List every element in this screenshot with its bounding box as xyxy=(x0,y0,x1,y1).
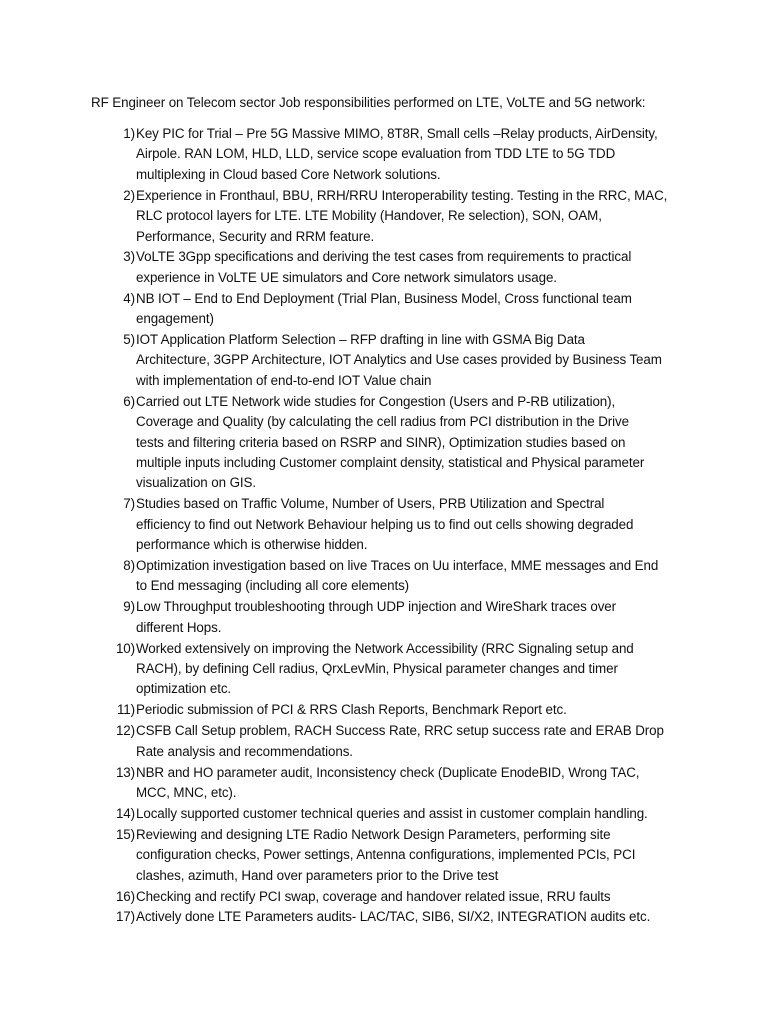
list-item-line: to End messaging (including all core elements) xyxy=(136,578,410,594)
list-item-number: 13) xyxy=(115,764,135,780)
list-item-text xyxy=(135,907,695,927)
list-item-line: Carried out LTE Network wide studies for Congestion (Users and P-RB utilization), xyxy=(136,393,616,409)
list-item xyxy=(95,494,695,555)
list-item-line: Worked extensively on improving the Network Accessibility (RRC Signaling setup and xyxy=(136,640,634,656)
list-item-number: 1) xyxy=(123,126,135,141)
list-item-text xyxy=(135,763,695,804)
list-item-line: engagement) xyxy=(136,311,214,327)
list-item-line: NB IOT – End to End Deployment (Trial Plan, Business Model, Cross functional team xyxy=(136,290,632,306)
list-item-line: performance which is otherwise hidden. xyxy=(136,537,368,553)
list-item xyxy=(95,289,695,330)
list-item-text xyxy=(135,247,695,288)
list-item-line: clashes, azimuth, Hand over parameters prior to the Drive test xyxy=(136,867,499,883)
list-item-number: 3) xyxy=(123,249,135,265)
document-heading: RF Engineer on Telecom sector Job responsibilities performed on LTE, VoLTE and 5G network: xyxy=(91,95,646,110)
list-item-line: Rate analysis and recommendations. xyxy=(136,743,353,759)
list-item-line: visualization on GIS. xyxy=(136,475,256,491)
list-item xyxy=(95,639,695,700)
list-item-line: Optimization investigation based on live Traces on Uu interface, MME messages and End xyxy=(136,558,659,574)
list-item-text xyxy=(135,124,695,185)
list-item-line: multiple inputs including Customer complaint density, statistical and Physical parameter xyxy=(136,455,645,470)
list-item xyxy=(95,887,695,907)
list-item-number: 12) xyxy=(115,723,135,739)
list-item-text xyxy=(135,804,695,824)
list-item-text xyxy=(135,330,695,391)
list-item-line: Airpole. RAN LOM, HLD, LLD, service scope evaluation from TDD LTE to 5G TDD xyxy=(136,146,616,162)
list-item xyxy=(95,556,695,597)
list-item-text xyxy=(135,721,695,762)
list-item-line: with implementation of end-to-end IOT Value chain xyxy=(136,372,432,388)
list-item-line: NBR and HO parameter audit, Inconsistency check (Duplicate EnodeBID, Wrong TAC, xyxy=(136,764,640,780)
list-item-line: multiplexing in Cloud based Core Network solutions. xyxy=(136,166,441,182)
list-item-line: different Hops. xyxy=(136,619,222,635)
list-item xyxy=(95,392,695,494)
list-item-line: CSFB Call Setup problem, RACH Success Rate, RRC setup success rate and ERAB Drop xyxy=(136,723,664,739)
list-item-line: VoLTE 3Gpp specifications and deriving the test cases from requirements to practical xyxy=(136,249,632,265)
list-item-line: optimization etc. xyxy=(136,681,232,697)
list-item-line: IOT Application Platform Selection – RFP drafting in line with GSMA Big Data xyxy=(136,332,585,348)
list-item-line: tests and filtering criteria based on RSRP and SINR), Optimization studies based on xyxy=(136,434,626,450)
list-item-line: Actively done LTE Parameters audits- LAC/TAC, SIB6, SI/X2, INTEGRATION audits etc. xyxy=(136,909,651,925)
list-item-line: MCC, MNC, etc). xyxy=(136,785,237,800)
list-item xyxy=(95,597,695,638)
list-item xyxy=(95,700,695,720)
list-item-number: 16) xyxy=(115,888,135,904)
list-item-number: 10) xyxy=(115,640,135,656)
list-item-text xyxy=(135,597,695,638)
list-item xyxy=(95,804,695,824)
list-item-line: Locally supported customer technical queries and assist in customer complain handling. xyxy=(136,805,648,821)
list-item-line: Checking and rectify PCI swap, coverage and handover related issue, RRU faults xyxy=(136,888,611,904)
list-item-line: Experience in Fronthaul, BBU, RRH/RRU Interoperability testing. Testing in the RRC, MAC, xyxy=(136,187,668,203)
list-item-text xyxy=(135,639,695,700)
list-item xyxy=(95,907,695,927)
list-item-line: RLC protocol layers for LTE. LTE Mobility (Handover, Re selection), SON, OAM, xyxy=(136,208,602,224)
list-item-text xyxy=(135,289,695,330)
list-item-text xyxy=(135,186,695,247)
list-item-text xyxy=(135,887,695,907)
list-item xyxy=(95,247,695,288)
list-item-line: Periodic submission of PCI & RRS Clash Reports, Benchmark Report etc. xyxy=(136,702,567,718)
list-item xyxy=(95,186,695,247)
list-item-line: experience in VoLTE UE simulators and Core network simulators usage. xyxy=(136,269,557,285)
list-item-number: 5) xyxy=(123,332,135,348)
list-item-number: 6) xyxy=(123,393,135,409)
list-item-number: 7) xyxy=(123,496,135,512)
list-item-text xyxy=(135,825,695,886)
list-item-number: 4) xyxy=(123,290,135,306)
list-item-number: 15) xyxy=(115,826,135,842)
list-item xyxy=(95,124,695,185)
list-item-line: Performance, Security and RRM feature. xyxy=(136,228,375,244)
list-item-line: Coverage and Quality (by calculating the cell radius from PCI distribution in the Drive xyxy=(136,414,629,430)
list-item-line: RACH), by defining Cell radius, QrxLevMin, Physical parameter changes and timer xyxy=(136,661,618,677)
list-item xyxy=(95,721,695,762)
list-item-line: Reviewing and designing LTE Radio Network Design Parameters, performing site xyxy=(136,826,611,842)
list-item-line: efficiency to find out Network Behaviour helping us to find out cells showing degraded xyxy=(136,516,634,532)
list-item-number: 8) xyxy=(123,558,135,574)
list-item-line: Architecture, 3GPP Architecture, IOT Analytics and Use cases provided by Business Team xyxy=(136,352,662,368)
list-item-number: 17) xyxy=(115,909,135,925)
list-item-text xyxy=(135,494,695,555)
list-item xyxy=(95,825,695,886)
list-item-line: Key PIC for Trial – Pre 5G Massive MIMO, 8T8R, Small cells –Relay products, AirDensity, xyxy=(136,126,658,141)
list-item-number: 14) xyxy=(115,805,135,821)
list-item-text xyxy=(135,392,695,494)
list-item-text xyxy=(135,700,695,720)
list-item-number: 9) xyxy=(123,599,135,615)
list-item-line: Low Throughput troubleshooting through UDP injection and WireShark traces over xyxy=(136,599,616,615)
list-item-number: 11) xyxy=(116,702,135,718)
list-item xyxy=(95,330,695,391)
list-item-number: 2) xyxy=(123,187,135,203)
list-item-line: Studies based on Traffic Volume, Number of Users, PRB Utilization and Spectral xyxy=(136,496,605,512)
responsibilities-list xyxy=(95,124,695,928)
list-item xyxy=(95,763,695,804)
list-item-text xyxy=(135,556,695,597)
list-item-line: configuration checks, Power settings, Antenna configurations, implemented PCIs, PCI xyxy=(136,847,636,863)
